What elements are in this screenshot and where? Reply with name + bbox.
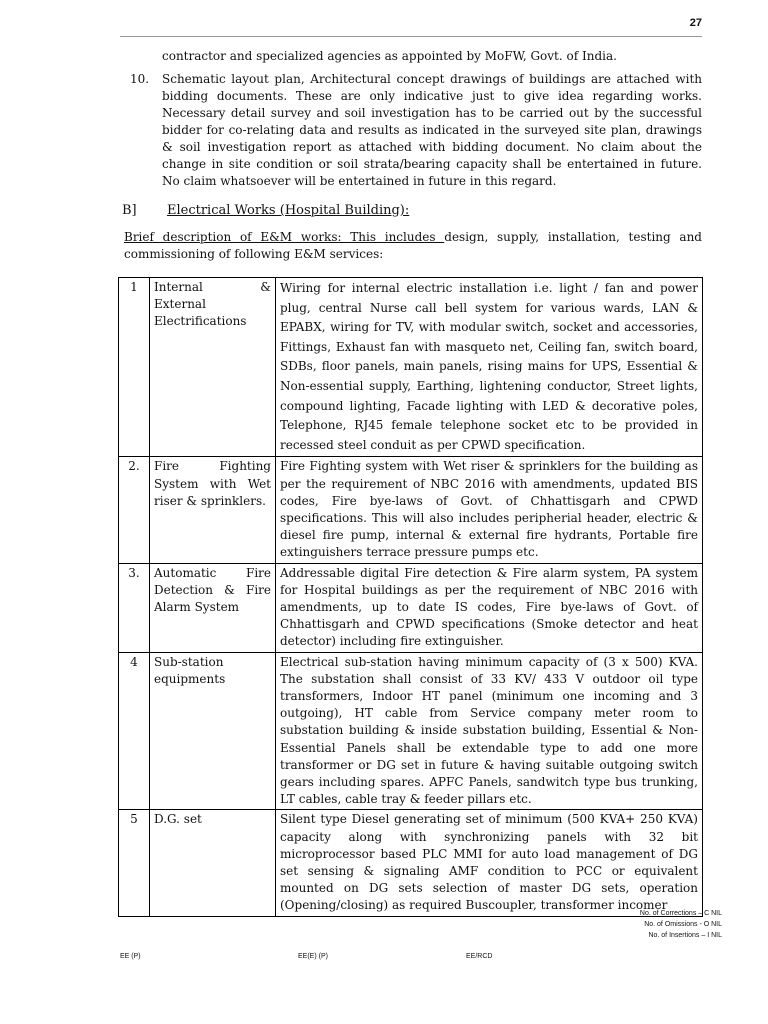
table-row [119, 457, 703, 563]
insertions-note: No. of Insertions – I NIL [648, 932, 722, 939]
section-heading [118, 202, 702, 219]
service-name: Sub-station equipments [150, 652, 276, 810]
document-body [118, 48, 702, 263]
service-name: Automatic Fire Detection & Fire Alarm System [150, 563, 276, 652]
numbered-item-10 [118, 71, 702, 190]
page-number: 27 [689, 17, 702, 29]
row-number: 1 [119, 278, 150, 457]
table-row [119, 652, 703, 810]
signature-ee-rcd: EE/RCD [466, 953, 493, 960]
intro-underlined: Brief description of E&M works: This includes [124, 230, 445, 244]
row-number: 2. [119, 457, 150, 563]
row-number: 4 [119, 652, 150, 810]
service-description: Silent type Diesel generating set of minimum (500 KVA+ 250 KVA) capacity along with synchronizing panels with 32 bit microprocessor based PLC MMI for auto load management of DG set sensing & signaling AMF condition to PCC or equivalent mounted on DG sets selection of master DG sets, operation (Opening/closing) as required Buscoupler, transformer incomer [276, 810, 703, 916]
omissions-note: No. of Omissions - O NIL [644, 921, 722, 928]
revision-notes [640, 908, 722, 941]
signature-ee-e-p: EE(E) (P) [298, 953, 328, 960]
signature-ee-p: EE (P) [120, 953, 141, 960]
service-description: Electrical sub-station having minimum capacity of (3 x 500) KVA. The substation shall consist of 33 KV/ 433 V outdoor oil type transformers, Indoor HT panel (minimum one incoming and 3 outgoing), HT cable from Service company meter room to substation building & inside substation building, Essential & Non-Essential Panels shall be extendable type to add one more transformer or DG set in future & having suitable outgoing switch gears including spares. APFC Panels, sandwitch type bus trunking, LT cables, cable tray & feeder pillars etc. [276, 652, 703, 810]
em-services-table [118, 277, 703, 917]
service-name: D.G. set [150, 810, 276, 916]
continuation-paragraph: contractor and specialized agencies as appointed by MoFW, Govt. of India. [162, 49, 617, 63]
section-label: B] [122, 203, 137, 218]
row-number: 5 [119, 810, 150, 916]
intro-paragraph [124, 229, 702, 263]
item-text: Schematic layout plan, Architectural concept drawings of buildings are attached with bidding documents. These are only indicative just to give idea regarding works. Necessary detail survey and soil investigation has to be carried out by the successful bidder for co-relating data and results as indicated in the surveyed site plan, drawings & soil investigation report as attached with bidding document. No claim about the change in site condition or soil strata/bearing capacity shall be entertained in future. No claim whatsoever will be entertained in future in this regard. [162, 72, 702, 188]
service-description: Addressable digital Fire detection & Fire alarm system, PA system for Hospital buildings as per the requirement of NBC 2016 with amendments, up to date IS codes, Fire bye-laws of Govt. of Chhattisgarh and CPWD specifications (Smoke detector and heat detector) including fire extinguisher. [276, 563, 703, 652]
service-name: Internal & External Electrifications [150, 278, 276, 457]
section-title: Electrical Works (Hospital Building): [167, 203, 410, 218]
table-row [119, 563, 703, 652]
row-number: 3. [119, 563, 150, 652]
service-description: Wiring for internal electric installation i.e. light / fan and power plug, central Nurse call bell system for various wards, LAN & EPABX, wiring for TV, with modular switch, socket and accessories, Fittings, Exhaust fan with masqueto net, Ceiling fan, switch board, SDBs, floor panels, main panels, rising mains for UPS, Essential & Non-essential supply, Earthing, lightening conductor, Street lights, compound lighting, Facade lighting with LED & decorative poles, Telephone, RJ45 female telephone socket etc to be provided in recessed steel conduit as per CPWD specification. [276, 278, 703, 457]
table-row [119, 278, 703, 457]
service-name: Fire Fighting System with Wet riser & sprinklers. [150, 457, 276, 563]
intro-rest: design, supply, installation, testing and commissioning of following E&M services: [124, 230, 702, 261]
item-number: 10. [130, 72, 150, 86]
table-row [119, 810, 703, 916]
header-rule [120, 36, 702, 37]
service-description: Fire Fighting system with Wet riser & sprinklers for the building as per the requirement of NBC 2016 with amendments, updated BIS codes, Fire bye-laws of Govt. of Chhattisgarh and CPWD specifications. This will also includes peripherial header, electric & diesel fire pump, internal & external fire hydrants, Portable fire extinguishers terrace pressure pumps etc. [276, 457, 703, 563]
corrections-note: No. of Corrections – C NIL [639, 910, 722, 917]
